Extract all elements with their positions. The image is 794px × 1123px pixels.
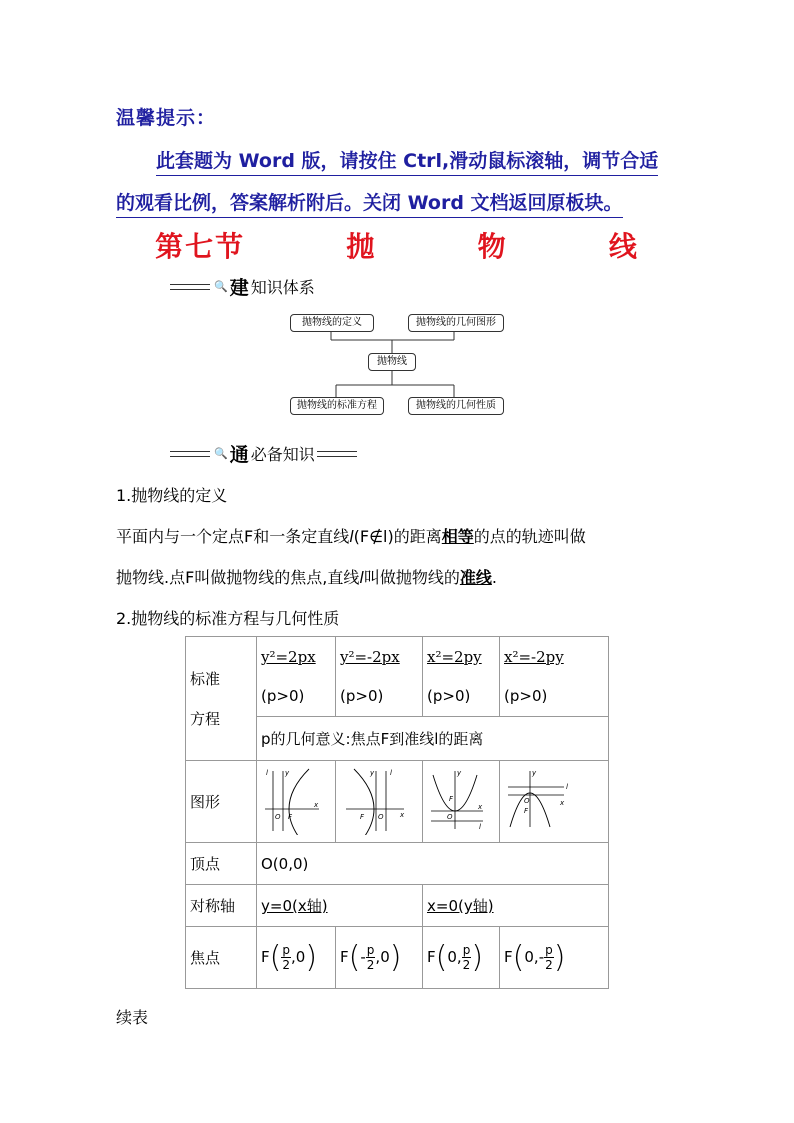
svg-text:x: x — [314, 800, 319, 809]
label-vertex: 顶点 — [186, 843, 257, 885]
header-label: 必备知识 — [250, 445, 315, 464]
equation: y²=2px — [261, 647, 316, 666]
header-label: 知识体系 — [250, 278, 315, 297]
fraction: $\frac{p}{2}$ — [462, 943, 471, 972]
cond-cell — [423, 677, 500, 717]
fraction: $\frac{p}{2}$ — [545, 943, 553, 972]
focus-cell-1 — [257, 927, 336, 989]
text: 的距离 — [393, 527, 442, 546]
keyword-equal: 相等 — [441, 527, 474, 546]
paren-left: ( — [348, 940, 361, 975]
parabola-down-figure — [504, 765, 574, 835]
svg-text:l: l — [479, 822, 481, 831]
label-focus: 焦点 — [186, 927, 257, 989]
eq-cell — [336, 637, 423, 677]
double-rule — [170, 284, 210, 290]
p1-line1 — [116, 524, 586, 547]
F: F — [427, 948, 436, 966]
svg-text:O: O — [275, 812, 281, 821]
svg-text:x: x — [560, 798, 565, 807]
comma: , — [375, 948, 381, 966]
zero: 0 — [447, 948, 457, 966]
p1-line2 — [116, 565, 497, 588]
svg-text:l: l — [566, 782, 568, 791]
eq-cell — [257, 637, 336, 677]
axis-x-cell — [257, 885, 423, 927]
F: F — [340, 948, 349, 966]
parabola-right-figure — [261, 765, 323, 835]
svg-text:O: O — [524, 796, 530, 805]
cond-cell — [336, 677, 423, 717]
svg-text:O: O — [447, 812, 453, 821]
fraction: $\frac{p}{2}$ — [366, 943, 375, 972]
comma: , — [456, 948, 462, 966]
axis-y: x=0(y轴) — [427, 897, 494, 915]
minus: - — [360, 948, 366, 966]
svg-text:O: O — [378, 812, 384, 821]
focus-cell-4 — [500, 927, 609, 989]
focus-cell-3 — [423, 927, 500, 989]
svg-text:y: y — [457, 768, 462, 777]
paren-left: ( — [269, 940, 282, 975]
F: F — [261, 948, 270, 966]
equation: y²=-2px — [340, 647, 400, 666]
label-text: 方程 — [190, 709, 221, 728]
paren-right: ) — [305, 940, 318, 975]
build-glyph: 建 — [229, 277, 249, 299]
paren-left: ( — [512, 940, 525, 975]
svg-text:l: l — [390, 768, 392, 777]
paren-right: ) — [389, 940, 402, 975]
label-figure: 图形 — [186, 761, 257, 843]
paren-right: ) — [471, 940, 484, 975]
axis-x: y=0(x轴) — [261, 897, 328, 915]
svg-text:F: F — [360, 812, 365, 821]
text: . — [491, 568, 497, 587]
box-geometry-figure: 抛物线的几何图形 — [408, 314, 504, 332]
parabola-left-figure — [340, 765, 410, 835]
equation: x²=2py — [427, 647, 482, 666]
svg-text:y: y — [285, 768, 290, 777]
tip-line-1: 此套题为 Word 版，请按住 Ctrl,滑动鼠标滚轴，调节合适 — [156, 146, 658, 176]
section-title: 第七节 抛 物 线 — [155, 230, 639, 263]
svg-text:F: F — [449, 794, 454, 803]
paren-left: ( — [435, 940, 448, 975]
box-definition: 抛物线的定义 — [290, 314, 374, 332]
zero: 0 — [380, 948, 390, 966]
paren-right: ) — [553, 940, 566, 975]
svg-text:l: l — [266, 768, 268, 777]
through-glyph: 通 — [229, 444, 249, 466]
essential-knowledge-header — [170, 440, 357, 467]
vertex-value: O(0,0) — [257, 843, 609, 885]
text: 叫做抛物线的 — [363, 568, 460, 587]
text: 抛物线.点F叫做抛物线的焦点,直线 — [116, 568, 360, 587]
svg-text:F: F — [288, 812, 293, 821]
text: (F∉l) — [353, 527, 394, 546]
axis-y-cell — [423, 885, 609, 927]
condition: (p>0) — [504, 687, 548, 706]
condition: (p>0) — [261, 687, 305, 706]
svg-text:x: x — [478, 802, 483, 811]
F: F — [504, 948, 513, 966]
p1-heading: 1.抛物线的定义 — [116, 486, 228, 505]
tip-title: 温馨提示： — [116, 107, 217, 129]
figure-cell — [257, 761, 336, 843]
condition: (p>0) — [427, 687, 471, 706]
figure-cell — [336, 761, 423, 843]
line-l: l — [349, 527, 354, 546]
equation: x²=-2py — [504, 647, 564, 666]
parabola-properties-table — [185, 636, 609, 989]
double-rule — [170, 451, 210, 457]
figure-cell — [500, 761, 609, 843]
svg-text:y: y — [532, 768, 537, 777]
label-text: 标准 — [190, 669, 221, 688]
eq-cell — [500, 637, 609, 677]
p2-heading: 2.抛物线的标准方程与几何性质 — [116, 609, 340, 628]
focus-cell-2 — [336, 927, 423, 989]
magnifier-icon: 🔍 — [214, 280, 228, 293]
zero: 0 — [524, 948, 534, 966]
box-parabola: 抛物线 — [368, 353, 416, 371]
zero: 0 — [295, 948, 306, 966]
magnifier-icon: 🔍 — [214, 447, 228, 460]
minus: - — [538, 948, 545, 966]
keyword-directrix: 准线 — [459, 568, 492, 587]
label-axis: 对称轴 — [186, 885, 257, 927]
double-rule — [317, 451, 357, 457]
continued-label: 续表 — [116, 1008, 149, 1027]
svg-text:x: x — [400, 810, 405, 819]
box-geometric-properties: 抛物线的几何性质 — [408, 397, 504, 415]
cond-cell — [500, 677, 609, 717]
svg-text:y: y — [370, 768, 375, 777]
parabola-up-figure — [427, 765, 487, 835]
label-standard-equation — [186, 637, 257, 761]
text: 平面内与一个定点F和一条定直线 — [116, 527, 350, 546]
eq-cell — [423, 637, 500, 677]
condition: (p>0) — [340, 687, 384, 706]
tip-line-2: 的观看比例，答案解析附后。关闭 Word 文档返回原板块。 — [116, 188, 623, 218]
comma: , — [533, 948, 539, 966]
box-standard-equation: 抛物线的标准方程 — [290, 397, 384, 415]
comma: , — [290, 948, 296, 966]
fraction: $\frac{p}{2}$ — [282, 943, 290, 972]
svg-text:F: F — [524, 806, 529, 815]
cond-cell — [257, 677, 336, 717]
line-l: l — [359, 568, 364, 587]
text: 的点的轨迹叫做 — [473, 527, 586, 546]
figure-cell — [423, 761, 500, 843]
p-meaning: p的几何意义:焦点F到准线l的距离 — [257, 717, 609, 761]
knowledge-system-header — [170, 273, 315, 300]
